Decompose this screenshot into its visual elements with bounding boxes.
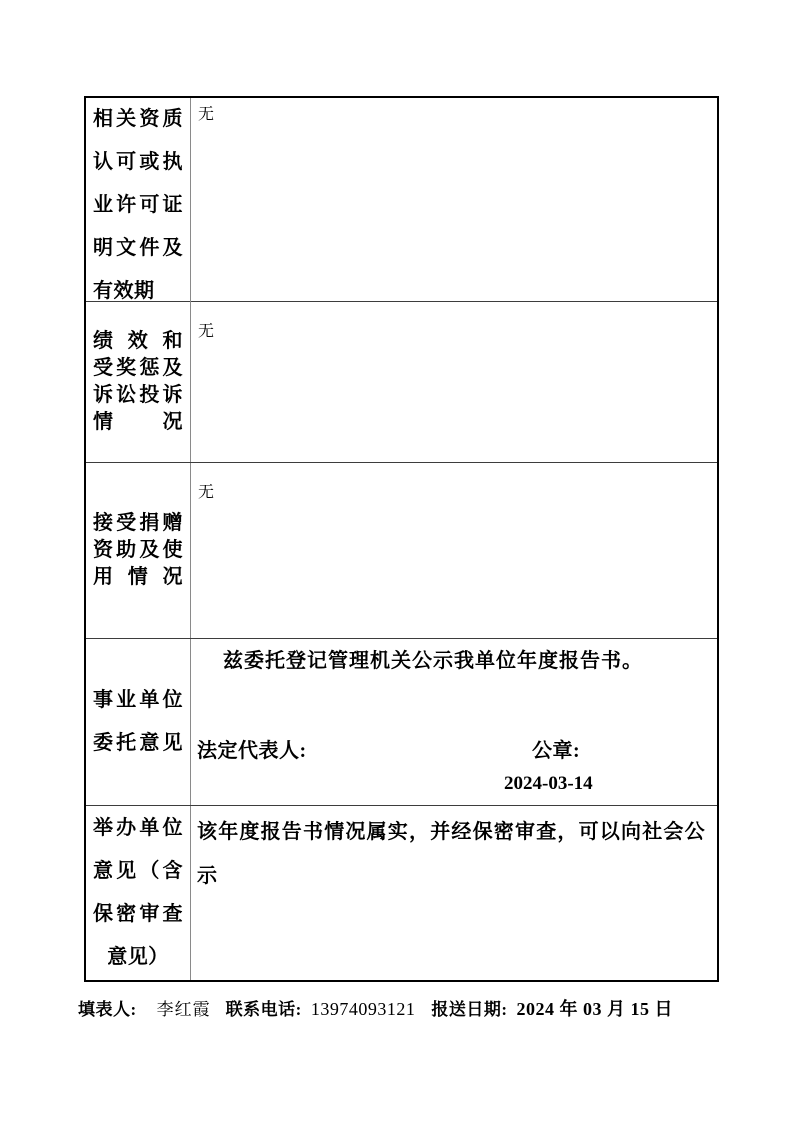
donations-value: 无 <box>198 484 215 501</box>
label-line: 接受捐赠 <box>93 512 183 534</box>
sponsor-opinion-text <box>191 806 717 898</box>
row-label-donations <box>86 463 191 638</box>
label-line: 诉讼投诉 <box>93 384 183 406</box>
seal-date: 2024-03-14 <box>504 773 593 794</box>
label-line: 受奖惩及 <box>93 357 183 379</box>
label-line: 事业单位 <box>93 689 183 711</box>
performance-value: 无 <box>198 323 215 340</box>
official-seal-label: 公章: <box>532 740 581 762</box>
table-row-qualifications <box>86 98 717 302</box>
preparer-name: 李红霞 <box>156 1000 211 1019</box>
preparer-label: 填表人: <box>78 1000 137 1019</box>
row-label-entrust-opinion <box>86 639 191 805</box>
label-line: 业许可证 <box>93 194 183 216</box>
label-line: 有效期 <box>93 280 155 302</box>
annual-report-table <box>84 96 719 982</box>
phone-label: 联系电话: <box>225 1000 302 1019</box>
legal-representative-label: 法定代表人: <box>197 740 307 762</box>
qualifications-value: 无 <box>198 106 215 123</box>
label-line: 意见（含 <box>93 860 183 882</box>
label-line: 绩效和 <box>93 330 183 352</box>
table-row-performance <box>86 302 717 463</box>
footer-info-line <box>78 995 673 1021</box>
row-value-sponsor-opinion <box>191 806 717 980</box>
row-value-performance <box>191 302 717 462</box>
sponsor-opinion-line: 该年度报告书情况属实，并经保密审查，可以向社会公 <box>197 821 706 843</box>
entrust-statement: 兹委托登记管理机关公示我单位年度报告书。 <box>223 650 643 672</box>
label-line: 明文件及 <box>93 237 183 259</box>
row-label-performance <box>86 302 191 462</box>
sponsor-opinion-line: 示 <box>197 865 219 887</box>
label-line: 相关资质 <box>93 108 183 130</box>
label-line: 认可或执 <box>93 151 183 173</box>
table-row-sponsor-opinion <box>86 806 717 980</box>
row-value-donations <box>191 463 717 638</box>
label-line: 资助及使 <box>93 539 183 561</box>
table-row-entrust-opinion <box>86 639 717 806</box>
row-label-qualifications <box>86 98 191 313</box>
row-value-entrust-opinion <box>191 639 717 805</box>
row-label-sponsor-opinion <box>86 806 191 980</box>
label-line: 情况 <box>93 411 183 433</box>
label-line: 意见） <box>107 946 169 968</box>
report-date-label: 报送日期: <box>431 1000 508 1019</box>
report-date-value: 2024 年 03 月 15 日 <box>516 999 674 1019</box>
phone-number: 13974093121 <box>310 999 416 1019</box>
label-line: 委托意见 <box>93 732 183 754</box>
label-line: 保密审查 <box>93 903 183 925</box>
label-line: 举办单位 <box>93 817 183 839</box>
row-value-qualifications <box>191 98 717 313</box>
label-line: 用情况 <box>93 566 183 588</box>
table-row-donations <box>86 463 717 639</box>
